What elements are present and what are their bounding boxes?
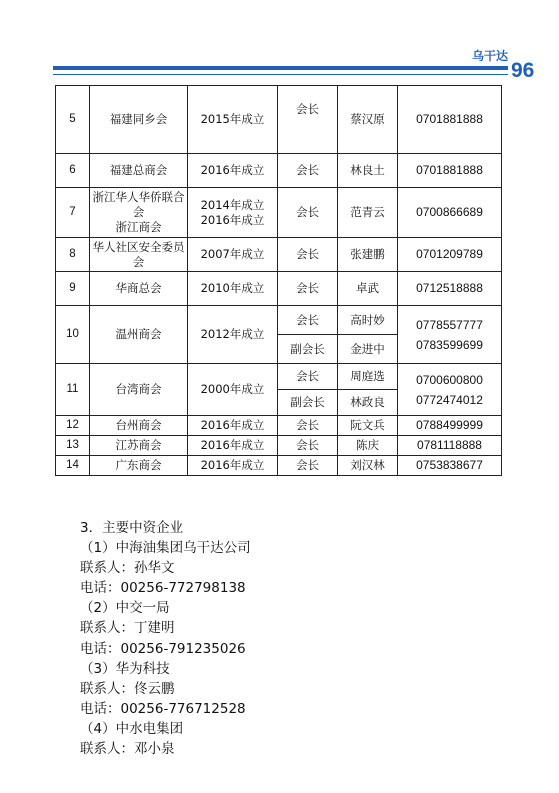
- header-rule-thin: [53, 74, 508, 75]
- organization-name: [90, 154, 188, 188]
- contact-phone-line: 0701881888: [416, 112, 483, 126]
- contact-phone-line: 0700866689: [416, 205, 483, 219]
- contact-phone: [398, 436, 502, 456]
- organization-name-line: 江苏商会: [115, 438, 162, 452]
- row-number: 13: [56, 436, 90, 456]
- contact-phone-line: 0712518888: [416, 281, 483, 295]
- founded-year-line: 2014年成立: [200, 197, 265, 212]
- row-number: 7: [56, 188, 90, 238]
- founded-year-line: 2016年成立: [200, 458, 265, 472]
- organization-name-line: 温州商会: [115, 327, 162, 341]
- contact-person: 范青云: [338, 188, 398, 238]
- section-heading: 3．主要中资企业: [80, 520, 184, 536]
- contact-phone-line: 0772474012: [416, 392, 483, 407]
- contact-phone: [398, 238, 502, 272]
- contact-phone: [398, 272, 502, 306]
- contact-phone-line: 0783599699: [416, 337, 483, 352]
- contact-role: 会长: [278, 416, 338, 436]
- founded-year-line: 2000年成立: [200, 382, 265, 396]
- section-line: 联系人：佟云鹏: [80, 680, 175, 697]
- table-row: [56, 238, 502, 272]
- contact-role: 副会长: [278, 335, 338, 364]
- founded-year: [188, 416, 278, 436]
- header-rule-thick: [53, 66, 508, 70]
- row-number: 10: [56, 306, 90, 364]
- founded-year: [188, 456, 278, 476]
- organization-name: [90, 238, 188, 272]
- contact-person: 林良土: [338, 154, 398, 188]
- contact-phone: [398, 416, 502, 436]
- founded-year: [188, 436, 278, 456]
- organizations-table-body: [56, 86, 502, 476]
- section-line: 电话：00256-772798138: [80, 580, 246, 597]
- table-row: [56, 416, 502, 436]
- section-line: （2）中交一局: [80, 600, 170, 617]
- organization-name-line: 浙江商会: [115, 220, 162, 234]
- founded-year: [188, 306, 278, 364]
- organization-name: [90, 188, 188, 238]
- organization-name-line: 会: [132, 205, 145, 219]
- contact-person: 陈庆: [338, 436, 398, 456]
- contact-role: 会长: [278, 272, 338, 306]
- contact-phone-line: 0788499999: [416, 418, 483, 432]
- founded-year-line: 2010年成立: [200, 281, 265, 295]
- contact-phone-line: 0778557777: [416, 317, 483, 332]
- table-row: [56, 306, 502, 335]
- contact-role: 会长: [278, 154, 338, 188]
- table-row: [56, 86, 502, 154]
- row-number: 5: [56, 86, 90, 154]
- contact-phone-line: 0701209789: [416, 247, 483, 261]
- row-number: 9: [56, 272, 90, 306]
- founded-year: [188, 272, 278, 306]
- row-number: 8: [56, 238, 90, 272]
- contact-person: 张建鹏: [338, 238, 398, 272]
- contact-person: 卓武: [338, 272, 398, 306]
- contact-person: 蔡汉原: [338, 86, 398, 154]
- organizations-table: [55, 85, 502, 476]
- row-number: 12: [56, 416, 90, 436]
- contact-phone: [398, 188, 502, 238]
- contact-phone: [398, 364, 502, 416]
- founded-year-line: 2016年成立: [200, 438, 265, 452]
- founded-year-line: 2016年成立: [200, 418, 265, 432]
- contact-role: 副会长: [278, 390, 338, 416]
- contact-person: 阮文兵: [338, 416, 398, 436]
- table-row: [56, 364, 502, 390]
- contact-phone: [398, 306, 502, 364]
- organization-name-line: 广东商会: [115, 458, 162, 472]
- organization-name-line: 福建同乡会: [109, 112, 168, 126]
- contact-role: 会长: [278, 188, 338, 238]
- organization-name: [90, 86, 188, 154]
- organization-name-line: 华人社区安全委员: [92, 239, 185, 254]
- organization-name: [90, 436, 188, 456]
- contact-phone-line: 0781118888: [417, 438, 482, 452]
- founded-year-line: 2012年成立: [200, 327, 265, 341]
- contact-person: 林政良: [338, 390, 398, 416]
- contact-role: 会长: [278, 306, 338, 335]
- contact-role: 会长: [278, 86, 338, 154]
- contact-role: 会长: [278, 456, 338, 476]
- organization-name-line: 会: [132, 254, 145, 269]
- founded-year: [188, 238, 278, 272]
- founded-year: [188, 364, 278, 416]
- founded-year: [188, 86, 278, 154]
- contact-phone-line: 0753838677: [416, 458, 483, 472]
- contact-phone-line: 0701881888: [416, 163, 483, 177]
- contact-person: 金进中: [338, 335, 398, 364]
- contact-phone: [398, 86, 502, 154]
- section-line: 电话：00256-791235026: [80, 640, 246, 657]
- contact-person: 高时妙: [338, 306, 398, 335]
- organization-name-line: 福建总商会: [109, 163, 168, 177]
- row-number: 14: [56, 456, 90, 476]
- table-row: [56, 188, 502, 238]
- chinese-enterprises-section: [80, 518, 500, 759]
- contact-person: 刘汉林: [338, 456, 398, 476]
- row-number: 6: [56, 154, 90, 188]
- page-number: 96: [511, 59, 535, 82]
- founded-year-line: 2015年成立: [200, 112, 265, 126]
- header-title: 乌干达: [471, 49, 508, 63]
- organization-name: [90, 306, 188, 364]
- organization-name-line: 浙江华人华侨联合: [92, 190, 185, 204]
- section-line: 联系人：孙华文: [80, 560, 175, 577]
- organization-name-line: 华商总会: [115, 281, 162, 295]
- contact-phone: [398, 456, 502, 476]
- founded-year: [188, 154, 278, 188]
- contact-person: 周庭选: [338, 364, 398, 390]
- table-row: [56, 456, 502, 476]
- table-row: [56, 272, 502, 306]
- founded-year-line: 2007年成立: [200, 247, 265, 261]
- section-line: 联系人：邓小泉: [80, 741, 175, 758]
- contact-role: 会长: [278, 364, 338, 390]
- founded-year: [188, 188, 278, 238]
- organization-name: [90, 364, 188, 416]
- organization-name-line: 台州商会: [115, 418, 162, 432]
- section-line: （3）华为科技: [80, 660, 170, 677]
- section-line: 电话：00256-776712528: [80, 700, 246, 717]
- organization-name: [90, 456, 188, 476]
- section-line: （4）中水电集团: [80, 720, 184, 737]
- section-line: 联系人：丁建明: [80, 620, 175, 637]
- organization-name: [90, 272, 188, 306]
- organization-name: [90, 416, 188, 436]
- contact-phone: [398, 154, 502, 188]
- contact-role: 会长: [278, 238, 338, 272]
- row-number: 11: [56, 364, 90, 416]
- section-line: （1）中海油集团乌干达公司: [80, 540, 251, 557]
- table-row: [56, 436, 502, 456]
- organization-name-line: 台湾商会: [115, 382, 162, 396]
- contact-phone-line: 0700600800: [416, 372, 483, 387]
- founded-year-line: 2016年成立: [200, 163, 265, 177]
- contact-role: 会长: [278, 436, 338, 456]
- founded-year-line: 2016年成立: [200, 212, 265, 227]
- table-row: [56, 154, 502, 188]
